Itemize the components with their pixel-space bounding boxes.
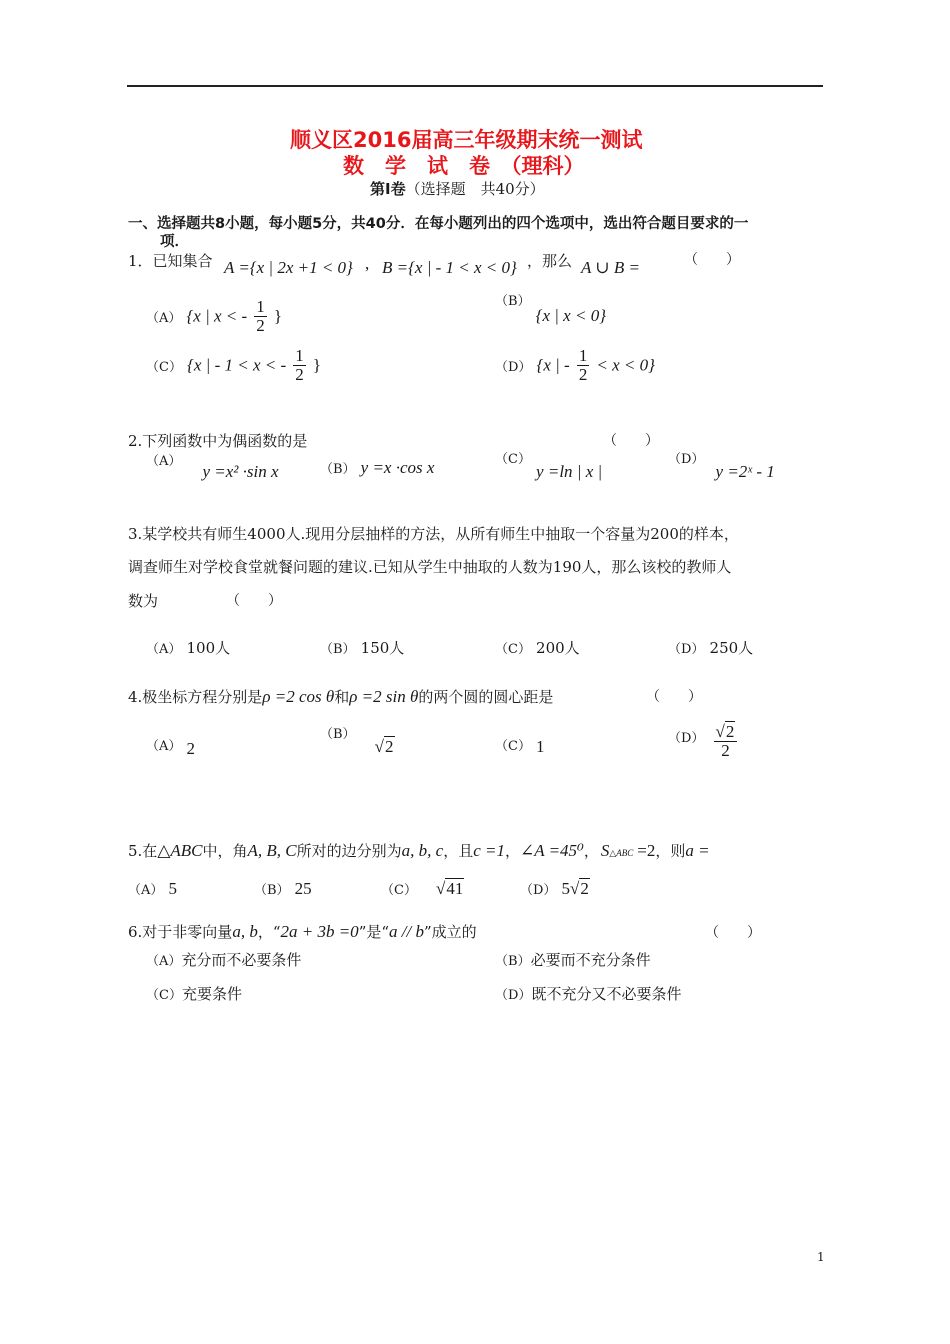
q5-option-d-coef: 5 [561, 879, 571, 898]
q4-answer-paren[interactable]: （ ） [646, 689, 702, 705]
q1-option-a-post: } [273, 306, 283, 326]
q3-option-c[interactable] [495, 637, 580, 658]
q6-option-a-label: （A） [146, 954, 182, 969]
q2-option-d-label: （D） [668, 452, 705, 467]
q2-option-d-text: y =2ˣ - 1 [715, 462, 775, 481]
q5-option-b-label: （B） [254, 883, 290, 898]
q3-option-b-text: 150人 [360, 639, 405, 657]
part-label: 第Ⅰ卷 [370, 180, 406, 198]
q1-union: A ∪ B = [581, 258, 640, 277]
q5-option-d[interactable] [520, 879, 590, 899]
q6-mid1: ，“ [257, 923, 281, 941]
q5-mid1: 中，角 [202, 842, 248, 860]
q1-option-b[interactable] [495, 294, 606, 325]
q6-option-b-text: 必要而不充分条件 [530, 951, 651, 969]
q4-option-b-sqrt: √2 [374, 737, 394, 756]
q1-option-d-pre: {x | - [536, 355, 570, 375]
q3-option-a-label: （A） [146, 642, 182, 657]
q4-option-d[interactable] [668, 723, 739, 760]
q6-condition: 2a + 3b =0 [280, 922, 359, 941]
q5-c-eq: c =1 [473, 841, 505, 860]
q2-answer-paren[interactable]: （ ） [603, 433, 659, 449]
q1-set-b: B ={x | - 1 < x < 0} [382, 258, 517, 277]
q4-option-a-label: （A） [146, 739, 182, 754]
q1-option-d-label: （D） [495, 359, 532, 375]
q1-option-d-den: 2 [578, 364, 588, 384]
q3-option-d[interactable] [668, 637, 753, 658]
q5-option-c-sqrt: √41 [436, 879, 464, 898]
q1-option-c-pre: {x | - 1 < x < - [187, 355, 287, 375]
q4-stem-pre: 4.极坐标方程分别是 [128, 688, 263, 706]
q1-option-a-den: 2 [256, 315, 265, 335]
q1-so: ，那么 [527, 252, 573, 270]
q5-area-sub: △ABC [609, 848, 634, 858]
q5-stem [128, 840, 710, 861]
q4-option-d-radicand: 2 [725, 722, 735, 741]
q4-and: 和 [334, 688, 350, 706]
q2-option-a-text: y =x² ·sin x [202, 462, 279, 481]
q5-option-d-radicand: 2 [580, 879, 589, 898]
q3-option-c-text: 200人 [536, 639, 580, 657]
q5-angles: A, B, C [247, 841, 297, 860]
q3-option-d-label: （D） [668, 642, 705, 657]
q6-option-a[interactable] [146, 949, 301, 970]
q4-eq2: ρ =2 sin θ [349, 687, 419, 706]
q6-parallel: a // b [389, 922, 424, 941]
q3-option-b[interactable] [320, 637, 404, 658]
q1-option-c-post: } [312, 355, 321, 375]
q6-option-b[interactable] [495, 949, 651, 970]
q5-sides: a, b, c [401, 841, 444, 860]
q4-option-c-text: 1 [536, 737, 545, 756]
q1-option-a-pre: {x | x < - [186, 306, 248, 326]
q5-mid2: 所对的边分别为 [296, 842, 402, 860]
q5-pre: 5.在 [128, 842, 158, 860]
q6-option-c-label: （C） [146, 988, 182, 1003]
q1-set-a: A ={x | 2x +1 < 0} [224, 258, 353, 277]
q6-post: ”成立的 [423, 923, 477, 941]
q3-option-a[interactable] [146, 637, 230, 658]
q5-option-c-radicand: 41 [446, 879, 464, 898]
q2-option-c-text: y =ln | x | [536, 462, 603, 481]
q1-option-d-fraction [577, 347, 590, 384]
q4-option-d-den: 2 [721, 740, 730, 760]
q4-option-d-label: （D） [668, 731, 705, 746]
q5-option-d-label: （D） [520, 883, 557, 898]
q1-option-a[interactable] [146, 298, 282, 335]
section-instructions: 一、选择题共8小题，每小题5分，共40分．在每小题列出的四个选项中，选出符合题目要求的一 [128, 216, 749, 232]
q6-answer-paren[interactable]: （ ） [705, 925, 761, 941]
q4-option-c-label: （C） [495, 739, 531, 754]
q5-option-c-label: （C） [381, 883, 417, 898]
header-rule [127, 85, 823, 87]
q4-option-d-fraction [714, 723, 738, 760]
q5-option-a-label: （A） [128, 883, 164, 898]
q2-option-d[interactable] [668, 452, 775, 481]
q5-option-a-text: 5 [168, 879, 177, 898]
q2-option-b-text: y =x ·cos x [360, 458, 435, 477]
q4-option-b-label: （B） [320, 727, 356, 742]
q3-option-c-label: （C） [495, 642, 531, 657]
q1-stem: 1．已知集合 [128, 252, 213, 270]
q1-option-c[interactable] [146, 347, 321, 384]
q1-option-c-fraction [293, 347, 306, 384]
q2-option-c-label: （C） [495, 452, 531, 467]
q3-option-d-text: 250人 [709, 639, 754, 657]
q1-option-d-post: < x < 0} [596, 355, 655, 375]
q6-option-d-label: （D） [495, 988, 532, 1003]
q6-option-d-text: 既不充分又不必要条件 [531, 985, 682, 1003]
q5-then: ，则 [655, 842, 686, 860]
q4-stem [128, 686, 553, 707]
q1-option-c-label: （C） [146, 359, 182, 375]
q6-mid2: ”是“ [358, 923, 390, 941]
q5-option-d-sqrt: √2 [570, 879, 589, 898]
q6-pre: 6.对于非零向量 [128, 923, 233, 941]
q2-option-c[interactable] [495, 452, 603, 481]
q1-option-a-fraction [254, 298, 267, 335]
q5-triangle: △ABC [157, 841, 203, 860]
q3-option-a-text: 100人 [186, 639, 231, 657]
q5-option-b[interactable] [254, 879, 312, 899]
q1-option-d-num: 1 [578, 346, 588, 365]
q1-option-a-num: 1 [256, 297, 265, 316]
q4-option-a-text: 2 [186, 739, 195, 758]
q2-option-b-label: （B） [320, 462, 356, 477]
q6-option-a-text: 充分而不必要条件 [181, 951, 302, 969]
part-heading [370, 178, 545, 199]
q6-stem [128, 921, 477, 942]
q1-option-c-den: 2 [295, 364, 304, 384]
q1-option-d[interactable] [495, 347, 655, 384]
q1-option-b-text: {x | x < 0} [535, 306, 606, 325]
q4-option-b[interactable] [320, 727, 395, 756]
q3-option-b-label: （B） [320, 642, 356, 657]
q3-line3: 数为 [128, 592, 159, 610]
q6-option-b-label: （B） [495, 954, 531, 969]
q4-option-a[interactable] [146, 735, 195, 758]
q2-option-b[interactable] [320, 458, 434, 478]
q1-option-c-num: 1 [295, 346, 304, 365]
q5-comma2: ， [583, 842, 599, 860]
q3-line2: 调查师生对学校食堂就餐问题的建议.已知从学生中抽取的人数为190人，那么该校的教师人 [128, 558, 732, 576]
q2-option-a[interactable] [146, 454, 279, 481]
q5-option-a[interactable] [128, 879, 177, 899]
q5-option-b-text: 25 [294, 879, 312, 898]
q4-option-d-num: √2 [714, 723, 738, 742]
q5-comma: ， [504, 842, 520, 860]
q6-vectors: a, b [232, 922, 258, 941]
exam-subtitle: 数 学 试 卷 （理科） [343, 154, 585, 178]
q5-ask: a = [685, 841, 710, 860]
page-number: 1 [817, 1250, 825, 1264]
q4-stem-post: 的两个圆的圆心距是 [418, 688, 554, 706]
q5-angle-eq: ∠A =45⁰ [520, 841, 584, 860]
q5-option-c[interactable] [381, 879, 464, 899]
q1-option-a-label: （A） [146, 310, 182, 326]
q6-option-c[interactable] [146, 983, 242, 1004]
q3-line1: 3.某学校共有师生4000人.现用分层抽样的方法，从所有师生中抽取一个容量为200的样本， [128, 525, 739, 543]
section-instructions-cont: 项． [160, 234, 189, 250]
q1-option-b-label: （B） [495, 294, 531, 309]
q5-area-s: S [600, 841, 610, 860]
q4-eq1: ρ =2 cos θ [262, 687, 335, 706]
exam-title: 顺义区2016届高三年级期末统一测试 [290, 128, 643, 152]
q4-option-c[interactable] [495, 735, 545, 755]
q1-answer-paren[interactable]: （ ） [684, 252, 740, 268]
q3-answer-paren[interactable]: （ ） [226, 593, 282, 609]
q5-mid3: ，且 [443, 842, 474, 860]
q6-option-c-text: 充要条件 [181, 985, 242, 1003]
q2-option-a-label: （A） [146, 454, 182, 469]
q5-area-eq: =2 [637, 841, 656, 860]
q2-stem: 2.下列函数中为偶函数的是 [128, 432, 308, 450]
part-desc: （选择题 共40分） [405, 180, 545, 198]
q4-option-b-radicand: 2 [385, 737, 394, 756]
q1-comma: , [365, 254, 370, 273]
q6-option-d[interactable] [495, 983, 681, 1004]
